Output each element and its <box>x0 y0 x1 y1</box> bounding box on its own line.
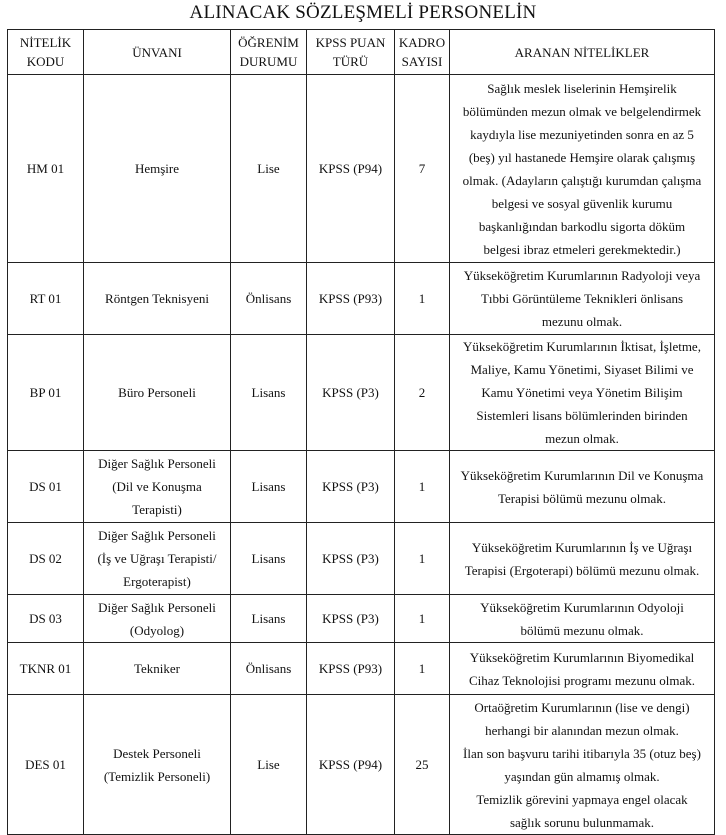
cell-count: 1 <box>395 263 450 335</box>
cell-education: Önlisans <box>231 643 307 695</box>
cell-requirements: Yükseköğretim Kurumlarının Odyoloji bölümü mezunu olmak. <box>450 595 715 643</box>
table-header-row <box>8 30 715 75</box>
cell-code: HM 01 <box>8 75 84 263</box>
cell-education: Lisans <box>231 523 307 595</box>
cell-code: DS 01 <box>8 451 84 523</box>
cell-education: Lisans <box>231 335 307 451</box>
cell-requirements: Yükseköğretim Kurumlarının Radyoloji veya Tıbbi Görüntüleme Teknikleri önlisans mezunu olmak. <box>450 263 715 335</box>
table-row <box>8 643 715 695</box>
table-row <box>8 595 715 643</box>
header-requirements: ARANAN NİTELİKLER <box>450 30 715 75</box>
cell-title: Tekniker <box>84 643 231 695</box>
cell-kpss: KPSS (P93) <box>307 643 395 695</box>
cell-kpss: KPSS (P3) <box>307 335 395 451</box>
cell-requirements: Yükseköğretim Kurumlarının İktisat, İşletme, Maliye, Kamu Yönetimi, Siyaset Bilimi ve Kamu Yönetimi veya Yönetim Bilişim Sistemleri lisans bölümlerinden birinden mezun olmak. <box>450 335 715 451</box>
cell-count: 2 <box>395 335 450 451</box>
cell-count: 25 <box>395 695 450 835</box>
cell-kpss: KPSS (P94) <box>307 75 395 263</box>
cell-code: DES 01 <box>8 695 84 835</box>
cell-kpss: KPSS (P93) <box>307 263 395 335</box>
cell-code: DS 03 <box>8 595 84 643</box>
cell-requirements: Yükseköğretim Kurumlarının İş ve Uğraşı Terapisi (Ergoterapi) bölümü mezunu olmak. <box>450 523 715 595</box>
cell-title: Destek Personeli (Temizlik Personeli) <box>84 695 231 835</box>
table-row <box>8 263 715 335</box>
page-title: ALINACAK SÖZLEŞMELİ PERSONELİN <box>189 2 537 23</box>
cell-education: Lise <box>231 75 307 263</box>
header-title: ÜNVANI <box>84 30 231 75</box>
cell-count: 1 <box>395 451 450 523</box>
cell-requirements: Yükseköğretim Kurumlarının Biyomedikal Cihaz Teknolojisi programı mezunu olmak. <box>450 643 715 695</box>
header-education: ÖĞRENİM DURUMU <box>231 30 307 75</box>
cell-code: BP 01 <box>8 335 84 451</box>
cell-title: Diğer Sağlık Personeli (Odyolog) <box>84 595 231 643</box>
cell-requirements: Sağlık meslek liselerinin Hemşirelik bölümünden mezun olmak ve belgelendirmek kaydıyla lise mezuniyetinden sonra en az 5 (beş) yıl hastanede Hemşire olarak çalışmış olmak. (Adayların çalıştığı kurumdan çalışma belgesi ve sosyal güvenlik kurumu başkanlığından barkodlu sigorta döküm belgesi ibraz etmeleri gerekmektedir.) <box>450 75 715 263</box>
cell-education: Lisans <box>231 451 307 523</box>
cell-count: 7 <box>395 75 450 263</box>
cell-title: Diğer Sağlık Personeli (İş ve Uğraşı Terapisti/ Ergoterapist) <box>84 523 231 595</box>
table-row <box>8 695 715 835</box>
cell-title: Hemşire <box>84 75 231 263</box>
cell-requirements: Ortaöğretim Kurumlarının (lise ve dengi) herhangi bir alanından mezun olmak. İlan son başvuru tarihi itibarıyla 35 (otuz beş) yaşından gün almamış olmak. Temizlik görevini yapmaya engel olacak sağlık sorunu bulunmamak. <box>450 695 715 835</box>
table-row <box>8 451 715 523</box>
cell-title: Büro Personeli <box>84 335 231 451</box>
table-row <box>8 75 715 263</box>
header-count: KADRO SAYISI <box>395 30 450 75</box>
table-row <box>8 335 715 451</box>
cell-title: Diğer Sağlık Personeli (Dil ve Konuşma Terapisti) <box>84 451 231 523</box>
cell-kpss: KPSS (P3) <box>307 451 395 523</box>
cell-title: Röntgen Teknisyeni <box>84 263 231 335</box>
cell-code: RT 01 <box>8 263 84 335</box>
header-kpss: KPSS PUAN TÜRÜ <box>307 30 395 75</box>
cell-kpss: KPSS (P3) <box>307 595 395 643</box>
table-row <box>8 523 715 595</box>
header-code: NİTELİK KODU <box>8 30 84 75</box>
cell-count: 1 <box>395 523 450 595</box>
cell-kpss: KPSS (P94) <box>307 695 395 835</box>
cell-education: Lise <box>231 695 307 835</box>
cell-requirements: Yükseköğretim Kurumlarının Dil ve Konuşma Terapisi bölümü mezunu olmak. <box>450 451 715 523</box>
cell-kpss: KPSS (P3) <box>307 523 395 595</box>
cell-education: Önlisans <box>231 263 307 335</box>
cell-code: DS 02 <box>8 523 84 595</box>
cell-education: Lisans <box>231 595 307 643</box>
cell-count: 1 <box>395 595 450 643</box>
personnel-table <box>7 29 715 835</box>
cell-code: TKNR 01 <box>8 643 84 695</box>
cell-count: 1 <box>395 643 450 695</box>
